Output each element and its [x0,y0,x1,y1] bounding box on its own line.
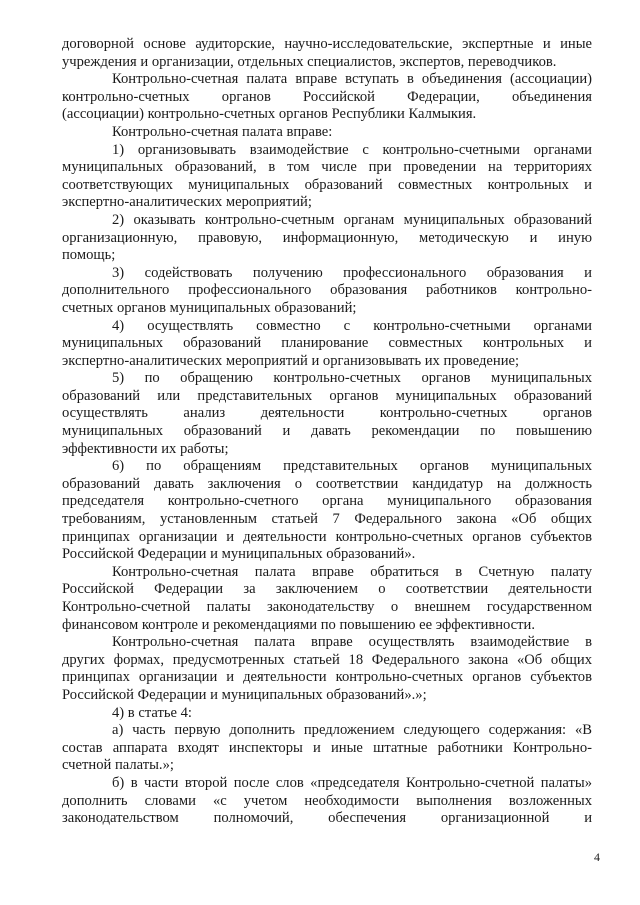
text-line: принципах организации и деятельности контрольно-счетных органов субъектов [62,669,592,686]
text-line: 3) содействовать получению профессионального образования и [112,264,592,281]
text-line: Российской Федерации за заключением о соответствии деятельности [62,581,592,598]
text-line: образований или представительных органов муниципальных образований [62,387,592,404]
text-line: помощь; [62,247,116,264]
text-line: счетных органов муниципальных образований; [62,299,357,316]
text-line: организационную, правовую, информационную, методическую и иную [62,229,592,246]
text-line: Контрольно-счетная палата вправе вступать в объединения (ассоциации) [112,71,592,88]
text-line: соответствующих муниципальных образований совместных контрольных и [62,176,592,193]
text-line: 4) осуществлять совместно с контрольно-счетными органами [112,317,592,334]
text-line: Контрольно-счетная палата вправе обратиться в Счетную палату [112,563,592,580]
text-line: эффективности их работы; [62,440,229,457]
text-line: счетной палаты.»; [62,757,174,774]
text-line: принципах организации и деятельности контрольно-счетных органов субъектов [62,528,592,545]
text-line: законодательством полномочий, обеспечения организационной и [62,810,592,827]
text-line: дополнительного профессионального образования работников контрольно- [62,282,592,299]
text-line: образований давать заключения о соответствии кандидатур на должность [62,475,592,492]
text-line: контрольно-счетных органов Российской Федерации, объединения [62,88,592,105]
text-line: экспертно-аналитических мероприятий; [62,194,312,211]
text-line: муниципальных образований, в том числе при проведении на территориях [62,159,592,176]
text-line: 2) оказывать контрольно-счетным органам муниципальных образований [112,211,592,228]
text-line: Российской Федерации и муниципальных образований». [62,546,416,563]
text-line: требованиям, установленным статьей 7 Федерального закона «Об общих [62,511,592,528]
text-line: Российской Федерации и муниципальных образований».»; [62,686,427,703]
text-line: председателя контрольно-счетного органа муниципального образования [62,493,592,510]
text-line: финансовом контроле и рекомендациями по повышению ее эффективности. [62,616,535,633]
text-line: 4) в статье 4: [112,704,192,721]
page-number: 4 [594,850,600,864]
text-line: 5) по обращению контрольно-счетных органов муниципальных [112,370,592,387]
text-line: 1) организовывать взаимодействие с контрольно-счетными органами [112,141,592,158]
text-line: экспертно-аналитических мероприятий и организовывать их проведение; [62,352,520,369]
text-line: договорной основе аудиторские, научно-исследовательские, экспертные и иные [62,36,592,52]
text-line: а) часть первую дополнить предложением следующего содержания: «В [112,722,592,739]
document-body [62,36,592,828]
text-line: Контрольно-счетная палата вправе осуществлять взаимодействие в [112,634,592,651]
text-line: других формах, предусмотренных статьей 18 Федерального закона «Об общих [62,651,592,668]
text-line: муниципальных образований планирование совместных контрольных и [62,335,592,352]
text-line: Контрольно-счетной палаты законодательству о внешнем государственном [62,599,592,615]
text-line: учреждения и организации, отдельных специалистов, экспертов, переводчиков. [62,53,557,70]
text-line: б) в части второй после слов «председателя Контрольно-счетной палаты» [112,774,592,791]
text-line: Контрольно-счетная палата вправе: [112,123,333,140]
text-line: (ассоциации) контрольно-счетных органов Республики Калмыкия. [62,106,477,123]
text-line: состав аппарата входят инспекторы и иные штатные работники Контрольно- [62,739,592,756]
text-line: 6) по обращениям представительных органов муниципальных [112,458,592,475]
text-line: осуществлять анализ деятельности контрольно-счетных органов [62,405,592,422]
text-line: дополнить словами «с учетом необходимости выполнения возложенных [62,792,592,809]
text-line: муниципальных образований и давать рекомендации по повышению [62,423,592,440]
